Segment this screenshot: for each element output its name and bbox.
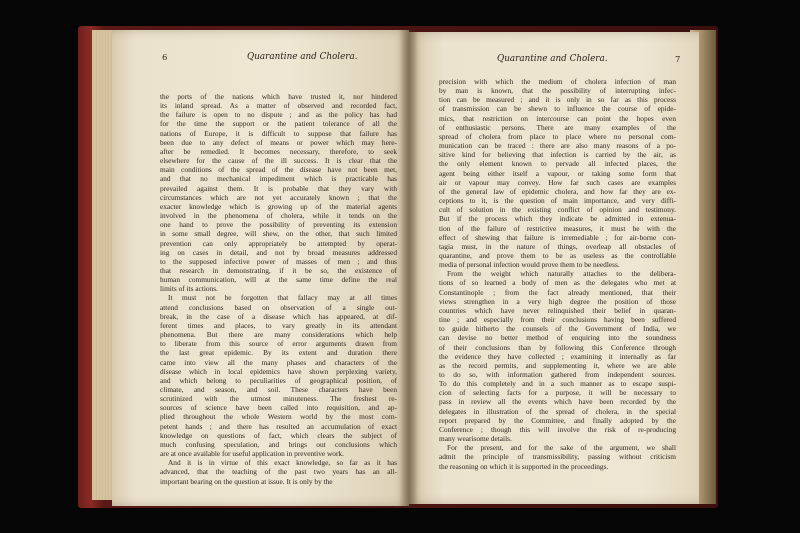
text-line: important bearing on the question at issue. It is only by the: [160, 476, 333, 486]
book-gutter: [400, 30, 418, 506]
text-line: human communication, will at the same time define the real: [160, 275, 397, 285]
text-line: the only element known to pervade all infected places, the: [439, 159, 676, 169]
text-line: climate, and season, and soil. These characters have been: [160, 385, 397, 394]
text-line: attend conclusions based on observation of a single out-: [160, 302, 397, 312]
text-line: limits of its actions.: [160, 284, 218, 294]
text-line: tagia must, in the nature of things, overleap all obstacles of: [439, 241, 676, 251]
text-line: phenomena. But there are many considerations which help: [160, 330, 397, 340]
text-line: Constantinople ; from the fact already mentioned, that their: [439, 287, 676, 297]
text-line: for the time the support or the patient tolerance of all the: [160, 119, 397, 129]
text-line: been due to any defect of means or power which may here-: [160, 137, 397, 147]
text-line: effect of shewing that failure is irremediable ; for air-borne con-: [439, 232, 676, 242]
text-line: petent hands ; and there has resulted an accumulation of exact: [160, 421, 397, 431]
text-line: after be remedied. It becomes necessary, therefore, to seek: [160, 146, 397, 156]
text-line: of the general law of epidemic cholera, and how far they are ex-: [439, 186, 676, 196]
text-line: as the record permits, and supplementing it, where we are able: [439, 360, 676, 370]
text-line: exacter knowledge which is growing up of the material agents: [160, 201, 397, 211]
text-line: tions of so learned a body of men as the delegates who met at: [439, 278, 676, 288]
text-line: admit the principle of transmissibility, passing without criticism: [439, 452, 676, 462]
text-line: the ports of the nations which have trusted it, nor hindered: [160, 92, 397, 101]
text-line: and that no mechanical impediment which is practicable has: [160, 174, 397, 184]
running-title: Quarantine and Cholera.: [497, 54, 608, 64]
text-line: can devise no better method of enquiring into the soundness: [439, 333, 676, 343]
text-line: to liberate from this source of error arguments drawn from: [160, 339, 397, 349]
text-line: the reasoning on which it is supported in the proceedings.: [439, 461, 609, 471]
text-line: ing on cases in detail, and not by broad measures addressed: [160, 247, 397, 257]
text-line: report prepared by the Committee, and finally adopted by the: [439, 415, 676, 425]
text-line: tion of the failure of restrictive measures, it must be with the: [439, 223, 676, 233]
text-line: ceptions to it, is the question of main importance, and very diffi-: [439, 196, 676, 206]
text-line: that research in demonstrating, if it be so, the existence of: [160, 265, 397, 275]
text-line: munication can be traced : there are also many reasons of a po-: [439, 141, 676, 151]
text-line: To do this completely and in a such manner as to escape suspi-: [439, 379, 676, 389]
text-line: to guide hitherto the counsels of the Government of India, we: [439, 324, 676, 334]
text-line: delegates in illustration of the spread of cholera, in the special: [439, 406, 676, 416]
text-line: of their conclusions than by following this Conference through: [439, 342, 676, 352]
text-line: mics, that restriction on intercourse can point the hopes even: [439, 113, 676, 123]
text-line: prevailed against them. It is probable that they vary with: [160, 183, 397, 193]
text-line: much confusing speculation, and brings out conclusions which: [160, 439, 397, 449]
text-line: sources of science have been called into requisition, and ap-: [160, 403, 397, 413]
text-line: agent being either itself a vapour, or taking some form that: [439, 168, 676, 178]
page-number: 7: [675, 54, 681, 64]
text-line: of enthusiastic persons. There are many examples of the: [439, 122, 676, 132]
text-line: cult of solution in the existing conflict of opinion and testimony.: [439, 205, 676, 215]
text-line: by man is known, that the possibility of interrupting infec-: [439, 86, 676, 96]
text-line: And it is in virtue of this exact knowledge, so far as it has: [168, 458, 397, 468]
text-line: to the supposed infective power of masses of men ; and thus: [160, 256, 397, 266]
text-line: came into view all the many phases and characters of the: [160, 357, 397, 367]
text-line: advanced, that the teaching of the past two years has an all-: [160, 467, 397, 477]
page-text: [160, 92, 397, 486]
text-line: It must not be forgotten that fallacy may at all times: [168, 293, 397, 303]
text-line: many wearisome details.: [439, 434, 512, 444]
text-line: precision with which the medium of cholera infection of man: [439, 77, 676, 86]
page-text: [439, 77, 676, 471]
text-line: its inland spread. As a matter of observed and recorded fact,: [160, 101, 397, 111]
text-line: disease which in local epidemics have shown perplexing variety,: [160, 366, 397, 376]
text-line: air or vapour may convey. How far such cases are examples: [439, 177, 676, 187]
text-line: the evidence they have collected ; examining it internally as far: [439, 351, 676, 361]
right-page: [409, 32, 699, 504]
text-line: For the present, and for the sake of the argument, we shall: [447, 443, 676, 453]
text-line: to do so, with information gathered from independent sources.: [439, 370, 676, 379]
text-line: are at once available for useful application in preventive work.: [160, 449, 344, 459]
text-line: plied throughout the whole Western world by the most com-: [160, 412, 397, 422]
text-line: break, in the case of a disease which has appeared, at dif-: [160, 311, 397, 321]
text-line: of transmission can be shewn to influence the course of epide-: [439, 104, 676, 114]
text-line: one hand to prove the possibility of preventing its extension: [160, 220, 397, 230]
text-line: spread of cholera from place to place where no personal com-: [439, 131, 676, 141]
text-line: main conditions of the spread of the disease have not been met,: [160, 165, 397, 175]
running-title: Quarantine and Cholera.: [247, 52, 358, 62]
text-line: tine ; and especially from their conclusions having been suffered: [439, 315, 676, 325]
text-line: circumstances which are not yet accurately known ; that the: [160, 192, 397, 202]
text-line: countries which have never relinquished their belief in quaran-: [439, 305, 676, 315]
text-line: the last great epidemic. By its extent and duration there: [160, 348, 397, 358]
text-line: quarantine, and prove them to be as useless as the controllable: [439, 250, 676, 260]
text-line: ferent times and places, to vary greatly in its attendant: [160, 320, 397, 330]
text-line: elsewhere for the cause of the ill success. It is clear that the: [160, 156, 397, 166]
text-line: and which belong to peculiarities of geographical position, of: [160, 375, 397, 385]
left-page: [112, 30, 409, 506]
text-line: From the weight which naturally attaches to the delibera-: [447, 269, 676, 279]
text-line: views strengthen in a very high degree the position of those: [439, 296, 676, 306]
text-line: involved in the phenomena of cholera, while it tends on the: [160, 211, 397, 221]
text-line: scrutinized with the utmost minuteness. The freshest re-: [160, 394, 397, 404]
text-line: cion of selecting facts for a purpose, it will be necessary to: [439, 388, 676, 398]
text-line: nations of Europe, it is difficult to suppose that failure has: [160, 128, 397, 138]
text-line: knowledge on questions of fact, which clears the subject of: [160, 430, 397, 440]
text-line: in some small degree, will shew, on the other, that such limited: [160, 229, 397, 239]
text-line: tion can be measured ; and it is only in so far as this process: [439, 95, 676, 105]
text-line: Conference ; though this will involve the risk of re-producing: [439, 424, 676, 434]
text-line: pass in review all the events which have been recorded by the: [439, 397, 676, 407]
text-line: media of personal infection would prove them to be needless.: [439, 260, 620, 270]
text-line: sitive kind for believing that infection is carried by the air, as: [439, 150, 676, 160]
text-line: prevention can only appropriately be attempted by operat-: [160, 238, 397, 248]
text-line: the failure is open to no dispute ; and as the policy has had: [160, 110, 397, 120]
text-line: But if the process which they indicate be admitted in extenua-: [439, 214, 676, 224]
page-number: 6: [162, 52, 168, 62]
